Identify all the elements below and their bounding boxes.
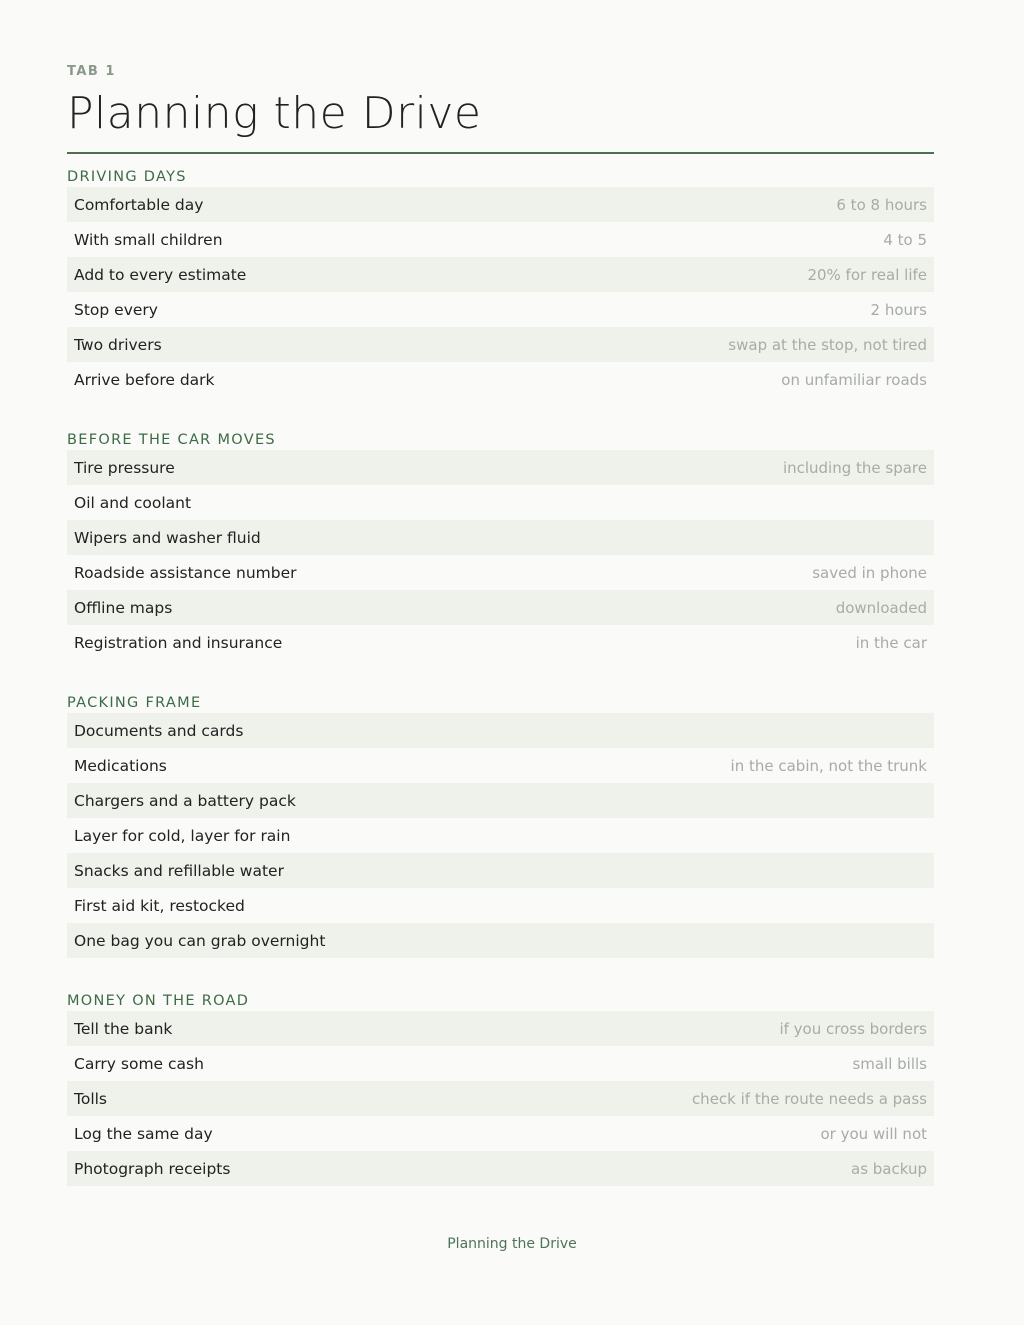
list-item: [67, 853, 934, 888]
tab-label: TAB 1: [67, 64, 116, 79]
item-note: 6 to 8 hours: [836, 195, 927, 214]
section-heading: DRIVING DAYS: [67, 169, 187, 185]
list-item: [67, 923, 934, 958]
item-label: First aid kit, restocked: [74, 896, 245, 915]
item-note: in the cabin, not the trunk: [730, 756, 927, 775]
list-item: [67, 362, 934, 397]
item-note: 2 hours: [870, 300, 927, 319]
item-label: Carry some cash: [74, 1054, 204, 1073]
section-before-the-car-moves: [67, 431, 934, 660]
list-item: [67, 450, 934, 485]
title-divider: [67, 152, 934, 154]
item-label: Wipers and washer fluid: [74, 528, 261, 547]
list-item: [67, 590, 934, 625]
item-label: Stop every: [74, 300, 158, 319]
section-heading: PACKING FRAME: [67, 695, 202, 711]
item-label: Documents and cards: [74, 721, 244, 740]
list-item: [67, 818, 934, 853]
item-label: Registration and insurance: [74, 633, 283, 652]
item-label: Tire pressure: [74, 458, 175, 477]
section-packing-frame: [67, 694, 934, 958]
section-heading: BEFORE THE CAR MOVES: [67, 432, 276, 448]
item-note: if you cross borders: [779, 1019, 927, 1038]
item-label: Chargers and a battery pack: [74, 791, 296, 810]
list-item: [67, 748, 934, 783]
item-label: Snacks and refillable water: [74, 861, 284, 880]
item-note: in the car: [855, 633, 927, 652]
page-footer: Planning the Drive: [447, 1236, 577, 1252]
item-label: Layer for cold, layer for rain: [74, 826, 291, 845]
section-driving-days: [67, 168, 934, 397]
list-item: [67, 520, 934, 555]
section-money-on-the-road: [67, 992, 934, 1186]
list-item: [67, 1116, 934, 1151]
item-label: Arrive before dark: [74, 370, 215, 389]
item-label: Medications: [74, 756, 167, 775]
list-item: [67, 222, 934, 257]
item-label: Tolls: [74, 1089, 108, 1108]
section-rows: [67, 713, 934, 958]
item-label: One bag you can grab overnight: [74, 931, 326, 950]
item-note: check if the route needs a pass: [691, 1089, 927, 1108]
section-rows: [67, 1011, 934, 1186]
list-item: [67, 783, 934, 818]
item-note: or you will not: [820, 1124, 927, 1143]
list-item: [67, 888, 934, 923]
list-item: [67, 187, 934, 222]
list-item: [67, 1151, 934, 1186]
item-note: on unfamiliar roads: [781, 370, 927, 389]
item-label: Oil and coolant: [74, 493, 192, 512]
item-label: Log the same day: [74, 1124, 213, 1143]
item-note: downloaded: [835, 598, 927, 617]
list-item: [67, 1046, 934, 1081]
item-note: as backup: [851, 1159, 927, 1178]
list-item: [67, 1011, 934, 1046]
section-rows: [67, 187, 934, 397]
item-note: 20% for real life: [807, 265, 927, 284]
item-label: Offline maps: [74, 598, 173, 617]
item-note: including the spare: [782, 458, 927, 477]
item-note: small bills: [852, 1054, 927, 1073]
list-item: [67, 292, 934, 327]
item-note: saved in phone: [812, 563, 927, 582]
list-item: [67, 485, 934, 520]
list-item: [67, 555, 934, 590]
sections-container: [67, 168, 934, 1220]
page-title: Planning the Drive: [67, 88, 482, 139]
list-item: [67, 713, 934, 748]
item-label: Comfortable day: [74, 195, 204, 214]
list-item: [67, 327, 934, 362]
section-rows: [67, 450, 934, 660]
list-item: [67, 1081, 934, 1116]
item-label: Tell the bank: [74, 1019, 173, 1038]
item-note: 4 to 5: [883, 230, 927, 249]
item-label: Photograph receipts: [74, 1159, 231, 1178]
item-label: Roadside assistance number: [74, 563, 297, 582]
item-label: With small children: [74, 230, 223, 249]
item-label: Add to every estimate: [74, 265, 247, 284]
list-item: [67, 257, 934, 292]
list-item: [67, 625, 934, 660]
item-label: Two drivers: [74, 335, 162, 354]
section-heading: MONEY ON THE ROAD: [67, 993, 250, 1009]
item-note: swap at the stop, not tired: [728, 335, 927, 354]
